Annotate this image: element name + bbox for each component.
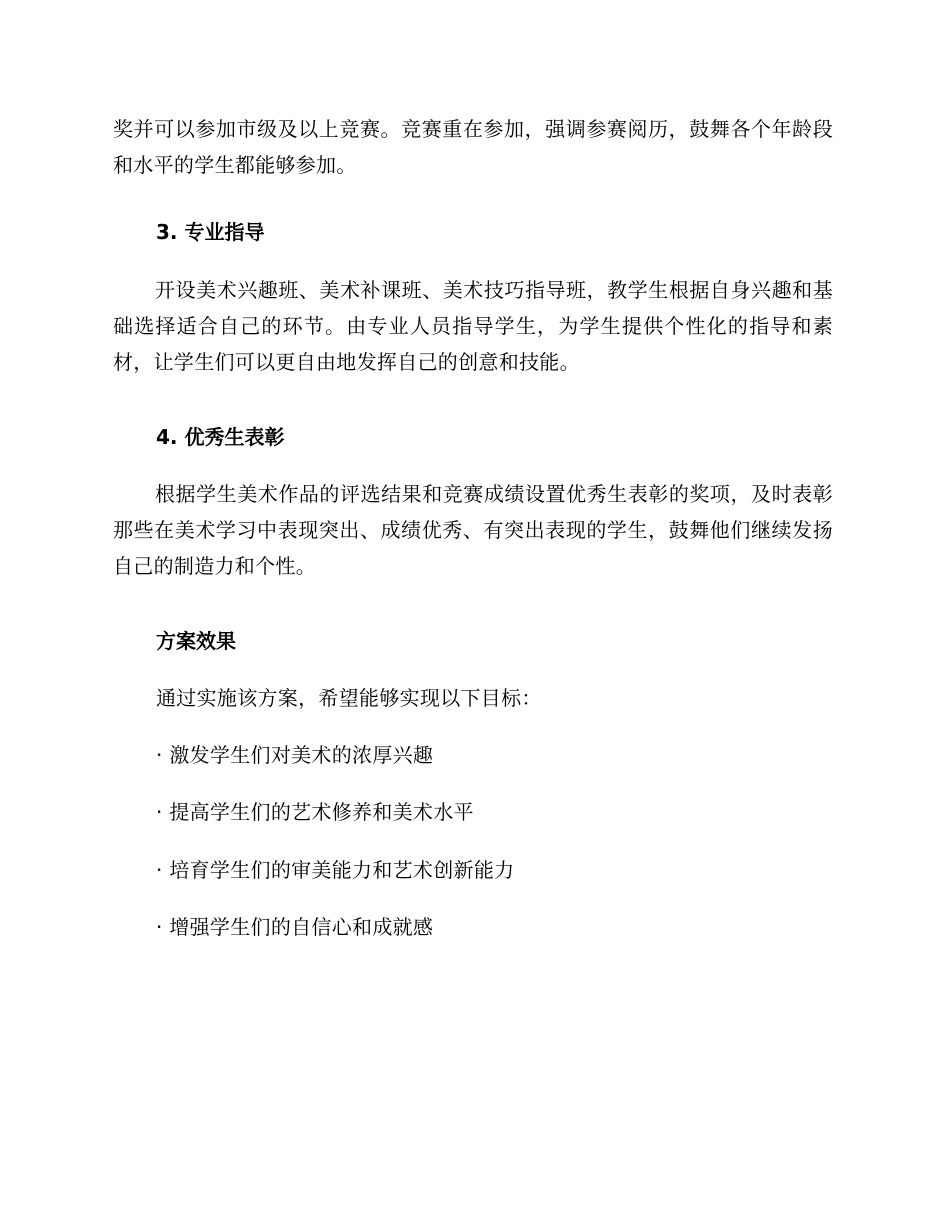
paragraph-guidance: 开设美术兴趣班、美术补课班、美术技巧指导班，教学生根据自身兴趣和基础选择适合自己的环节。由专业人员指导学生，为学生提供个性化的指导和素材，让学生们可以更自由地发挥自己的创意和技能。 xyxy=(113,278,833,374)
list-item-goal-2: · 提高学生们的艺术修养和美术水平 xyxy=(156,800,474,824)
list-item-goal-1: · 激发学生们对美术的浓厚兴趣 xyxy=(156,743,434,767)
heading-professional-guidance: 3. 专业指导 xyxy=(156,220,265,244)
list-item-goal-4: · 增强学生们的自信心和成就感 xyxy=(156,915,434,939)
paragraph-competition: 奖并可以参加市级及以上竞赛。竞赛重在参加，强调参赛阅历，鼓舞各个年龄段和水平的学生都能够参加。 xyxy=(113,117,833,177)
intro-text: 通过实施该方案，希望能够实现以下目标： xyxy=(156,686,542,710)
list-item-goal-3: · 培育学生们的审美能力和艺术创新能力 xyxy=(156,858,515,882)
heading-excellent-students: 4. 优秀生表彰 xyxy=(156,425,285,449)
heading-plan-effect: 方案效果 xyxy=(156,629,236,653)
paragraph-recognition: 根据学生美术作品的评选结果和竞赛成绩设置优秀生表彰的奖项，及时表彰那些在美术学习中表现突出、成绩优秀、有突出表现的学生，鼓舞他们继续发扬自己的制造力和个性。 xyxy=(113,482,833,578)
